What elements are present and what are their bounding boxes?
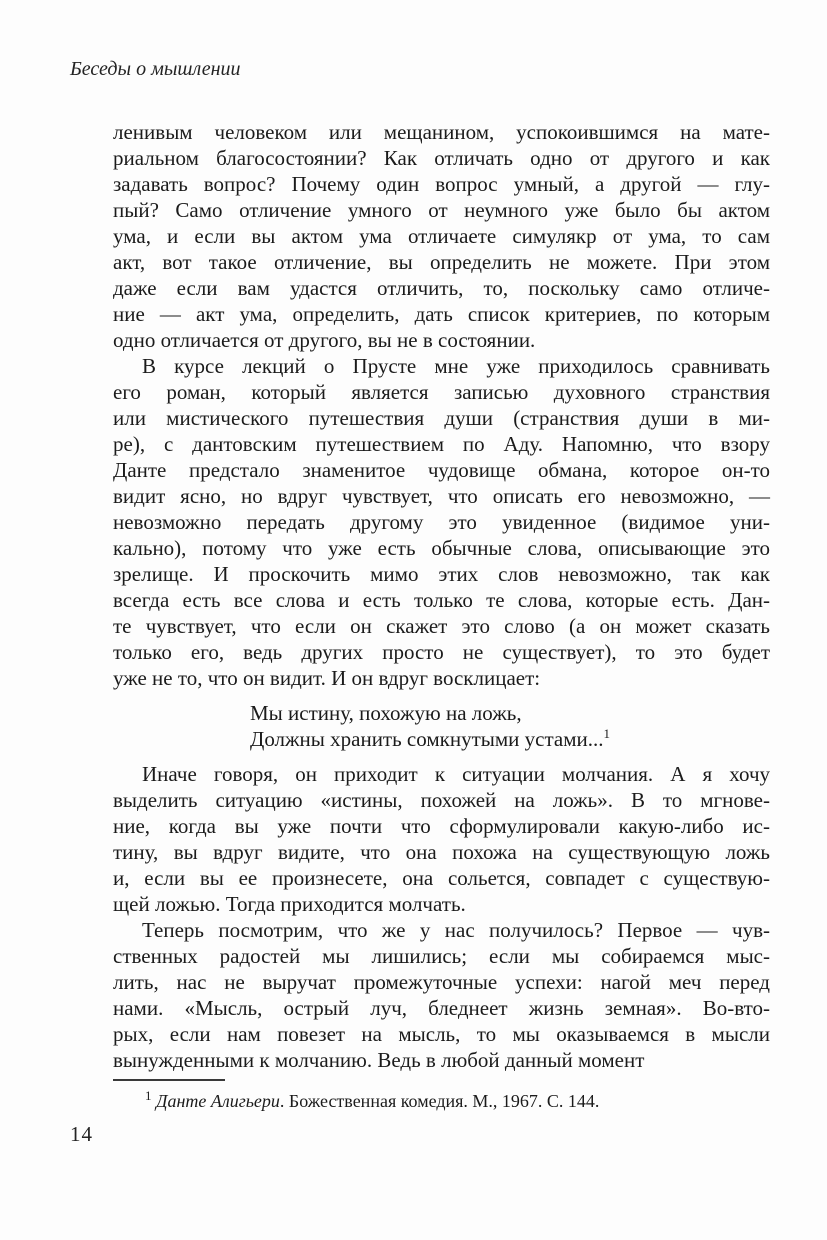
text-line: ственных радостей мы лишились; если мы собираемся мыс- — [113, 944, 770, 968]
text-line: его роман, который является записью духовного странствия — [113, 380, 770, 404]
text-line: всегда есть все слова и есть только те слова, которые есть. Дан- — [113, 588, 770, 612]
text-line: ленивым человеком или мещанином, успокоившимся на мате- — [113, 120, 770, 144]
verse-quote — [250, 700, 770, 752]
text-line: уже не то, что он видит. И он вдруг восклицает: — [113, 666, 541, 690]
text-line: зрелище. И проскочить мимо этих слов невозможно, так как — [113, 562, 770, 586]
text-line: В курсе лекций о Прусте мне уже приходилось сравнивать — [142, 354, 770, 378]
text-line: лить, нас не выручат промежуточные успехи: нагой меч перед — [113, 970, 770, 994]
text-line: акт, вот такое отличение, вы определить не можете. При этом — [113, 250, 770, 274]
text-line: и, если вы ее произнесете, она сольется, совпадет с существую- — [113, 866, 770, 890]
page-number: 14 — [70, 1122, 93, 1146]
text-line: даже если вам удастся отличить, то, поскольку само отличе- — [113, 276, 770, 300]
text-line: невозможно передать другому это увиденное (видимое уни- — [113, 510, 770, 534]
footnote-area — [113, 1079, 770, 1113]
text-line: тину, вы вдруг видите, что она похожа на существующую ложь — [113, 840, 770, 864]
footnote-reference: 1 — [603, 726, 611, 741]
text-line: те чувствует, что если он скажет это слово (а он может сказать — [113, 614, 770, 638]
text-line: вынужденными к молчанию. Ведь в любой данный момент — [113, 1048, 645, 1072]
paragraph-4 — [113, 917, 770, 1073]
text-line: нами. «Мысль, острый луч, бледнеет жизнь земная». Во-вто- — [113, 996, 770, 1020]
text-line: Данте предстало знаменитое чудовище обмана, которое он-то — [113, 458, 770, 482]
footnote-separator — [113, 1079, 225, 1081]
text-line: Иначе говоря, он приходит к ситуации молчания. А я хочу — [142, 762, 770, 786]
quote-line-2 — [250, 726, 770, 752]
text-line: одно отличается от другого, вы не в состоянии. — [113, 328, 536, 352]
footnote-text: . Божественная комедия. М., 1967. С. 144. — [279, 1091, 600, 1111]
text-line: ние, когда вы уже почти что сформулировали какую-либо ис- — [113, 814, 770, 838]
text-line: щей ложью. Тогда приходится молчать. — [113, 892, 466, 916]
running-header: Беседы о мышлении — [70, 58, 241, 80]
text-line: кально), потому что уже есть обычные слова, описывающие это — [113, 536, 770, 560]
text-line: выделить ситуацию «истины, похожей на ложь». В то мгнове- — [113, 788, 770, 812]
text-line: пый? Само отличение умного от неумного уже было бы актом — [113, 198, 770, 222]
text-line: только его, ведь других просто не существует), то это будет — [113, 640, 770, 664]
text-line: Теперь посмотрим, что же у нас получилось? Первое — чув- — [142, 918, 770, 942]
body-text — [113, 119, 770, 1113]
text-line: или мистического путешествия души (странствия души в ми- — [113, 406, 770, 430]
text-line: рых, если нам повезет на мысль, то мы оказываемся в мысли — [113, 1022, 770, 1046]
text-line: ре), с дантовским путешествием по Аду. Напомню, что взору — [113, 432, 770, 456]
footnote-author: Данте Алигьери — [156, 1091, 280, 1111]
quote-line-2-text: Должны хранить сомкнутыми устами... — [250, 727, 604, 751]
footnote-marker: 1 — [145, 1088, 152, 1103]
footnote — [113, 1089, 770, 1113]
text-line: ума, и если вы актом ума отличаете симулякр от ума, то сам — [113, 224, 770, 248]
text-line: риальном благосостоянии? Как отличать одно от другого и как — [113, 146, 770, 170]
paragraph-1 — [113, 119, 770, 353]
text-line: видит ясно, но вдруг чувствует, что описать его невозможно, — — [113, 484, 770, 508]
text-line: задавать вопрос? Почему один вопрос умный, а другой — глу- — [113, 172, 770, 196]
paragraph-2 — [113, 353, 770, 691]
paragraph-3 — [113, 761, 770, 917]
quote-line-1: Мы истину, похожую на ложь, — [250, 701, 522, 725]
text-line: ние — акт ума, определить, дать список критериев, по которым — [113, 302, 770, 326]
